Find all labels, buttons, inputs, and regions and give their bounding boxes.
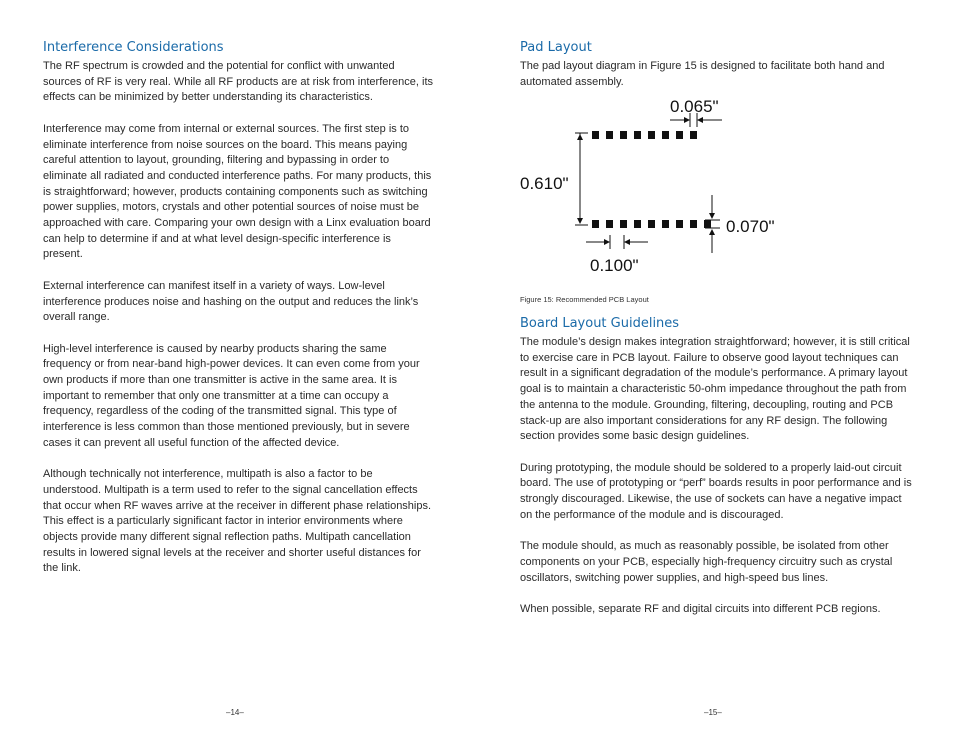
paragraph: During prototyping, the module should be soldered to a properly laid-out circuit board. The use of prototyping or “perf” boards results in poor performance and is strongly discouraged. Likewise, the use of sockets can have a negative impact on the performance of the module and is discouraged.	[520, 461, 912, 521]
dim-pad-height-label: 0.070"	[726, 217, 775, 236]
paragraph: The module should, as much as reasonably possible, be isolated from other components on your PCB, especially high-frequency circuitry such as crystal oscillators, switching power supplies, and high-speed bus lines.	[520, 540, 893, 584]
board-layout-section	[520, 316, 915, 633]
pad-layout-diagram	[500, 85, 800, 285]
paragraph: High-level interference is caused by nearby products sharing the same frequency or from near-band high-power devices. It can even come from your own products if more than one transmitter is active in the same area. It is important to remember that only one transmitter at a time can occupy a frequency, regardless of the coding of the transmitted signal. This type of interference is less common than those mentioned previously, but in severe cases it can prevent all useful function of the affected device.	[43, 342, 420, 449]
dim-height-label: 0.610"	[520, 174, 569, 193]
left-column	[43, 40, 433, 593]
paragraph: The module’s design makes integration straightforward; however, it is still critical to exercise care in PCB layout. Failure to observe good layout techniques can result in a significant degradation of the module’s performance. A primary layout goal is to maintain a characteristic 50-ohm impedance throughout the path from the antenna to the module. Grounding, filtering, decoupling, routing and PCB stack-up are also important considerations for any RF design. The following section provides some basic design guidelines.	[520, 336, 910, 443]
dim-pad-width-label: 0.065"	[670, 97, 719, 116]
paragraph: The RF spectrum is crowded and the potential for conflict with unwanted sources of RF is very real. While all RF products are at risk from interference, its effects can be minimized by better understanding its characteristics.	[43, 60, 434, 104]
dim-pitch-label: 0.100"	[590, 256, 639, 275]
page-number-right: –15–	[704, 708, 722, 717]
paragraph: External interference can manifest itself in a variety of ways. Low-level interference produces noise and hashing on the output and reduces the link’s overall range.	[43, 279, 419, 324]
board-layout-heading: Board Layout Guidelines	[520, 316, 680, 331]
page-number-left: –14–	[226, 708, 244, 717]
paragraph: Although technically not interference, multipath is also a factor to be understood. Multipath is a term used to refer to the signal cancellation effects that occur when RF waves arrive at the receiver in different phase relationships. This effect is a particularly significant factor in interior environments where objects provide many different signal reflection paths. Multipath cancellation results in lowered signal levels at the receiver and shorter useful distances for the link.	[43, 468, 432, 575]
pad-layout-heading: Pad Layout	[520, 40, 592, 55]
figure-caption: Figure 15: Recommended PCB Layout	[520, 295, 649, 304]
paragraph: Interference may come from internal or external sources. The first step is to eliminate interference from noise sources on the board. This means paying careful attention to layout, grounding, filtering and bypassing in order to eliminate all radiated and conducted interference paths. For many products, this is straightforward; however, products containing components such as switching power supplies, motors, crystals and other potential sources of noise must be approached with care. Comparing your own design with a Linx evaluation board can help to determine if and at what level design-specific interference is present.	[43, 122, 432, 261]
bottom-pad-row	[592, 220, 711, 228]
paragraph: When possible, separate RF and digital circuits into different PCB regions.	[520, 602, 881, 615]
top-pad-row	[592, 131, 697, 139]
paragraph: The pad layout diagram in Figure 15 is designed to facilitate both hand and automated assembly.	[520, 60, 885, 88]
interference-heading: Interference Considerations	[43, 40, 224, 55]
